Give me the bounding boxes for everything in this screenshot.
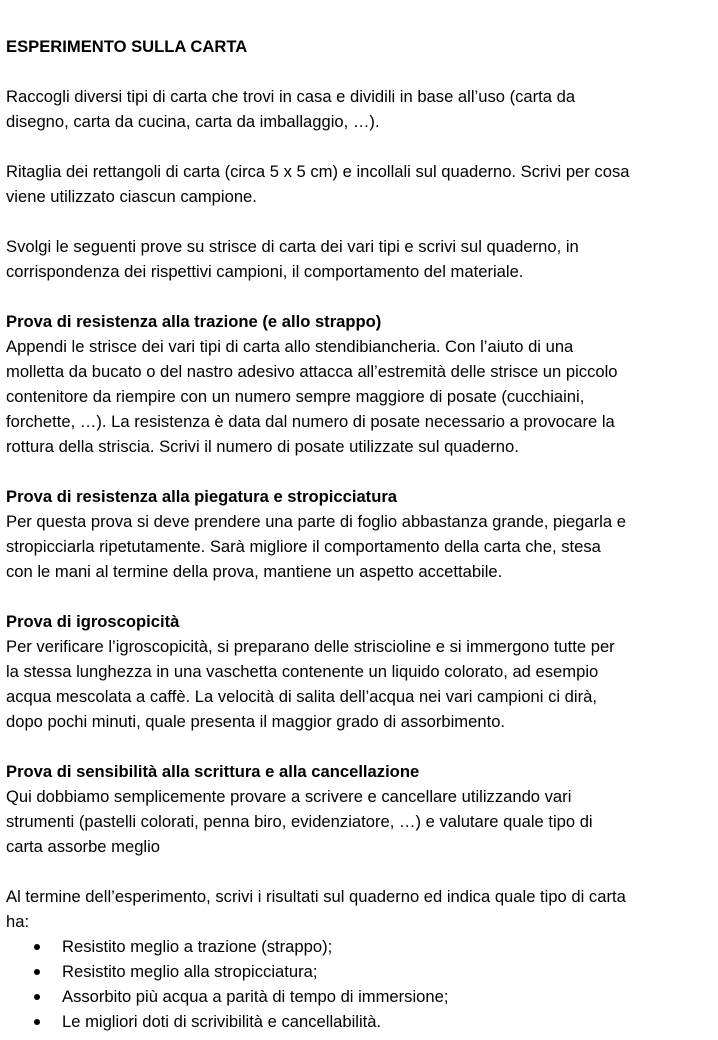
paragraph-line: viene utilizzato ciascun campione. [6,187,257,206]
document-page [6,34,718,1034]
list-item [6,934,718,959]
paragraph-line: Al termine dell’esperimento, scrivi i risultati sul quaderno ed indica quale tipo di carta [6,887,626,906]
paragraph-line: strumenti (pastelli colorati, penna biro, evidenziatore, …) e valutare quale tipo di [6,812,593,831]
list-item-text: Le migliori doti di scrivibilità e cancellabilità. [62,1012,382,1031]
bullet-icon [34,994,40,1000]
paragraph-line: la stessa lunghezza in una vaschetta contenente un liquido colorato, ad esempio [6,662,599,681]
conclusion [6,884,718,1034]
list-item-text: Resistito meglio alla stropicciatura; [62,962,318,981]
paragraph-line: con le mani al termine della prova, mantiene un aspetto accettabile. [6,562,503,581]
intro-paragraph-2 [6,159,718,209]
paragraph-line: Raccogli diversi tipi di carta che trovi in casa e dividili in base all’uso (carta da [6,87,576,106]
paragraph-line: Per verificare l’igroscopicità, si preparano delle striscioline e si immergono tutte per [6,637,615,656]
paragraph-line: contenitore da riempire con un numero sempre maggiore di posate (cucchiaini, [6,387,585,406]
paragraph-line: forchette, …). La resistenza è data dal numero di posate necessario a provocare la [6,412,615,431]
list-item [6,1009,718,1034]
paragraph-line: disegno, carta da cucina, carta da imballaggio, …). [6,112,380,131]
section-heading: Prova di sensibilità alla scrittura e alla cancellazione [6,762,420,781]
bullet-icon [34,969,40,975]
paragraph-line: rottura della striscia. Scrivi il numero di posate utilizzate sul quaderno. [6,437,519,456]
list-item [6,984,718,1009]
section-folding-test [6,484,718,584]
section-hygroscopicity-test [6,609,718,734]
bullet-icon [34,944,40,950]
paragraph-line: Appendi le strisce dei vari tipi di carta allo stendibiancheria. Con l’aiuto di una [6,337,574,356]
section-heading: Prova di resistenza alla trazione (e allo strappo) [6,312,382,331]
paragraph-line: Ritaglia dei rettangoli di carta (circa 5 x 5 cm) e incollali sul quaderno. Scrivi per cosa [6,162,630,181]
intro-paragraph-3 [6,234,718,284]
paragraph-line: dopo pochi minuti, quale presenta il maggior grado di assorbimento. [6,712,506,731]
paragraph-line: Qui dobbiamo semplicemente provare a scrivere e cancellare utilizzando vari [6,787,572,806]
section-heading: Prova di resistenza alla piegatura e stropicciatura [6,487,398,506]
bullet-icon [34,1019,40,1025]
paragraph-line: Svolgi le seguenti prove su strisce di carta dei vari tipi e scrivi sul quaderno, in [6,237,579,256]
section-writing-test [6,759,718,859]
paragraph-line: carta assorbe meglio [6,837,161,856]
paragraph-line: corrispondenza dei rispettivi campioni, il comportamento del materiale. [6,262,524,281]
list-item-text: Resistito meglio a trazione (strappo); [62,937,333,956]
list-item [6,959,718,984]
paragraph-line: ha: [6,912,30,931]
results-list [6,934,718,1034]
paragraph-line: Per questa prova si deve prendere una parte di foglio abbastanza grande, piegarla e [6,512,626,531]
paragraph-line: molletta da bucato o del nastro adesivo attacca all’estremità delle strisce un piccolo [6,362,618,381]
document-title: ESPERIMENTO SULLA CARTA [6,37,248,56]
list-item-text: Assorbito più acqua a parità di tempo di immersione; [62,987,449,1006]
paragraph-line: stropicciarla ripetutamente. Sarà migliore il comportamento della carta che, stesa [6,537,601,556]
intro-paragraph-1 [6,84,718,134]
section-traction-test [6,309,718,459]
paragraph-line: acqua mescolata a caffè. La velocità di salita dell’acqua nei vari campioni ci dirà, [6,687,597,706]
section-heading: Prova di igroscopicità [6,612,180,631]
